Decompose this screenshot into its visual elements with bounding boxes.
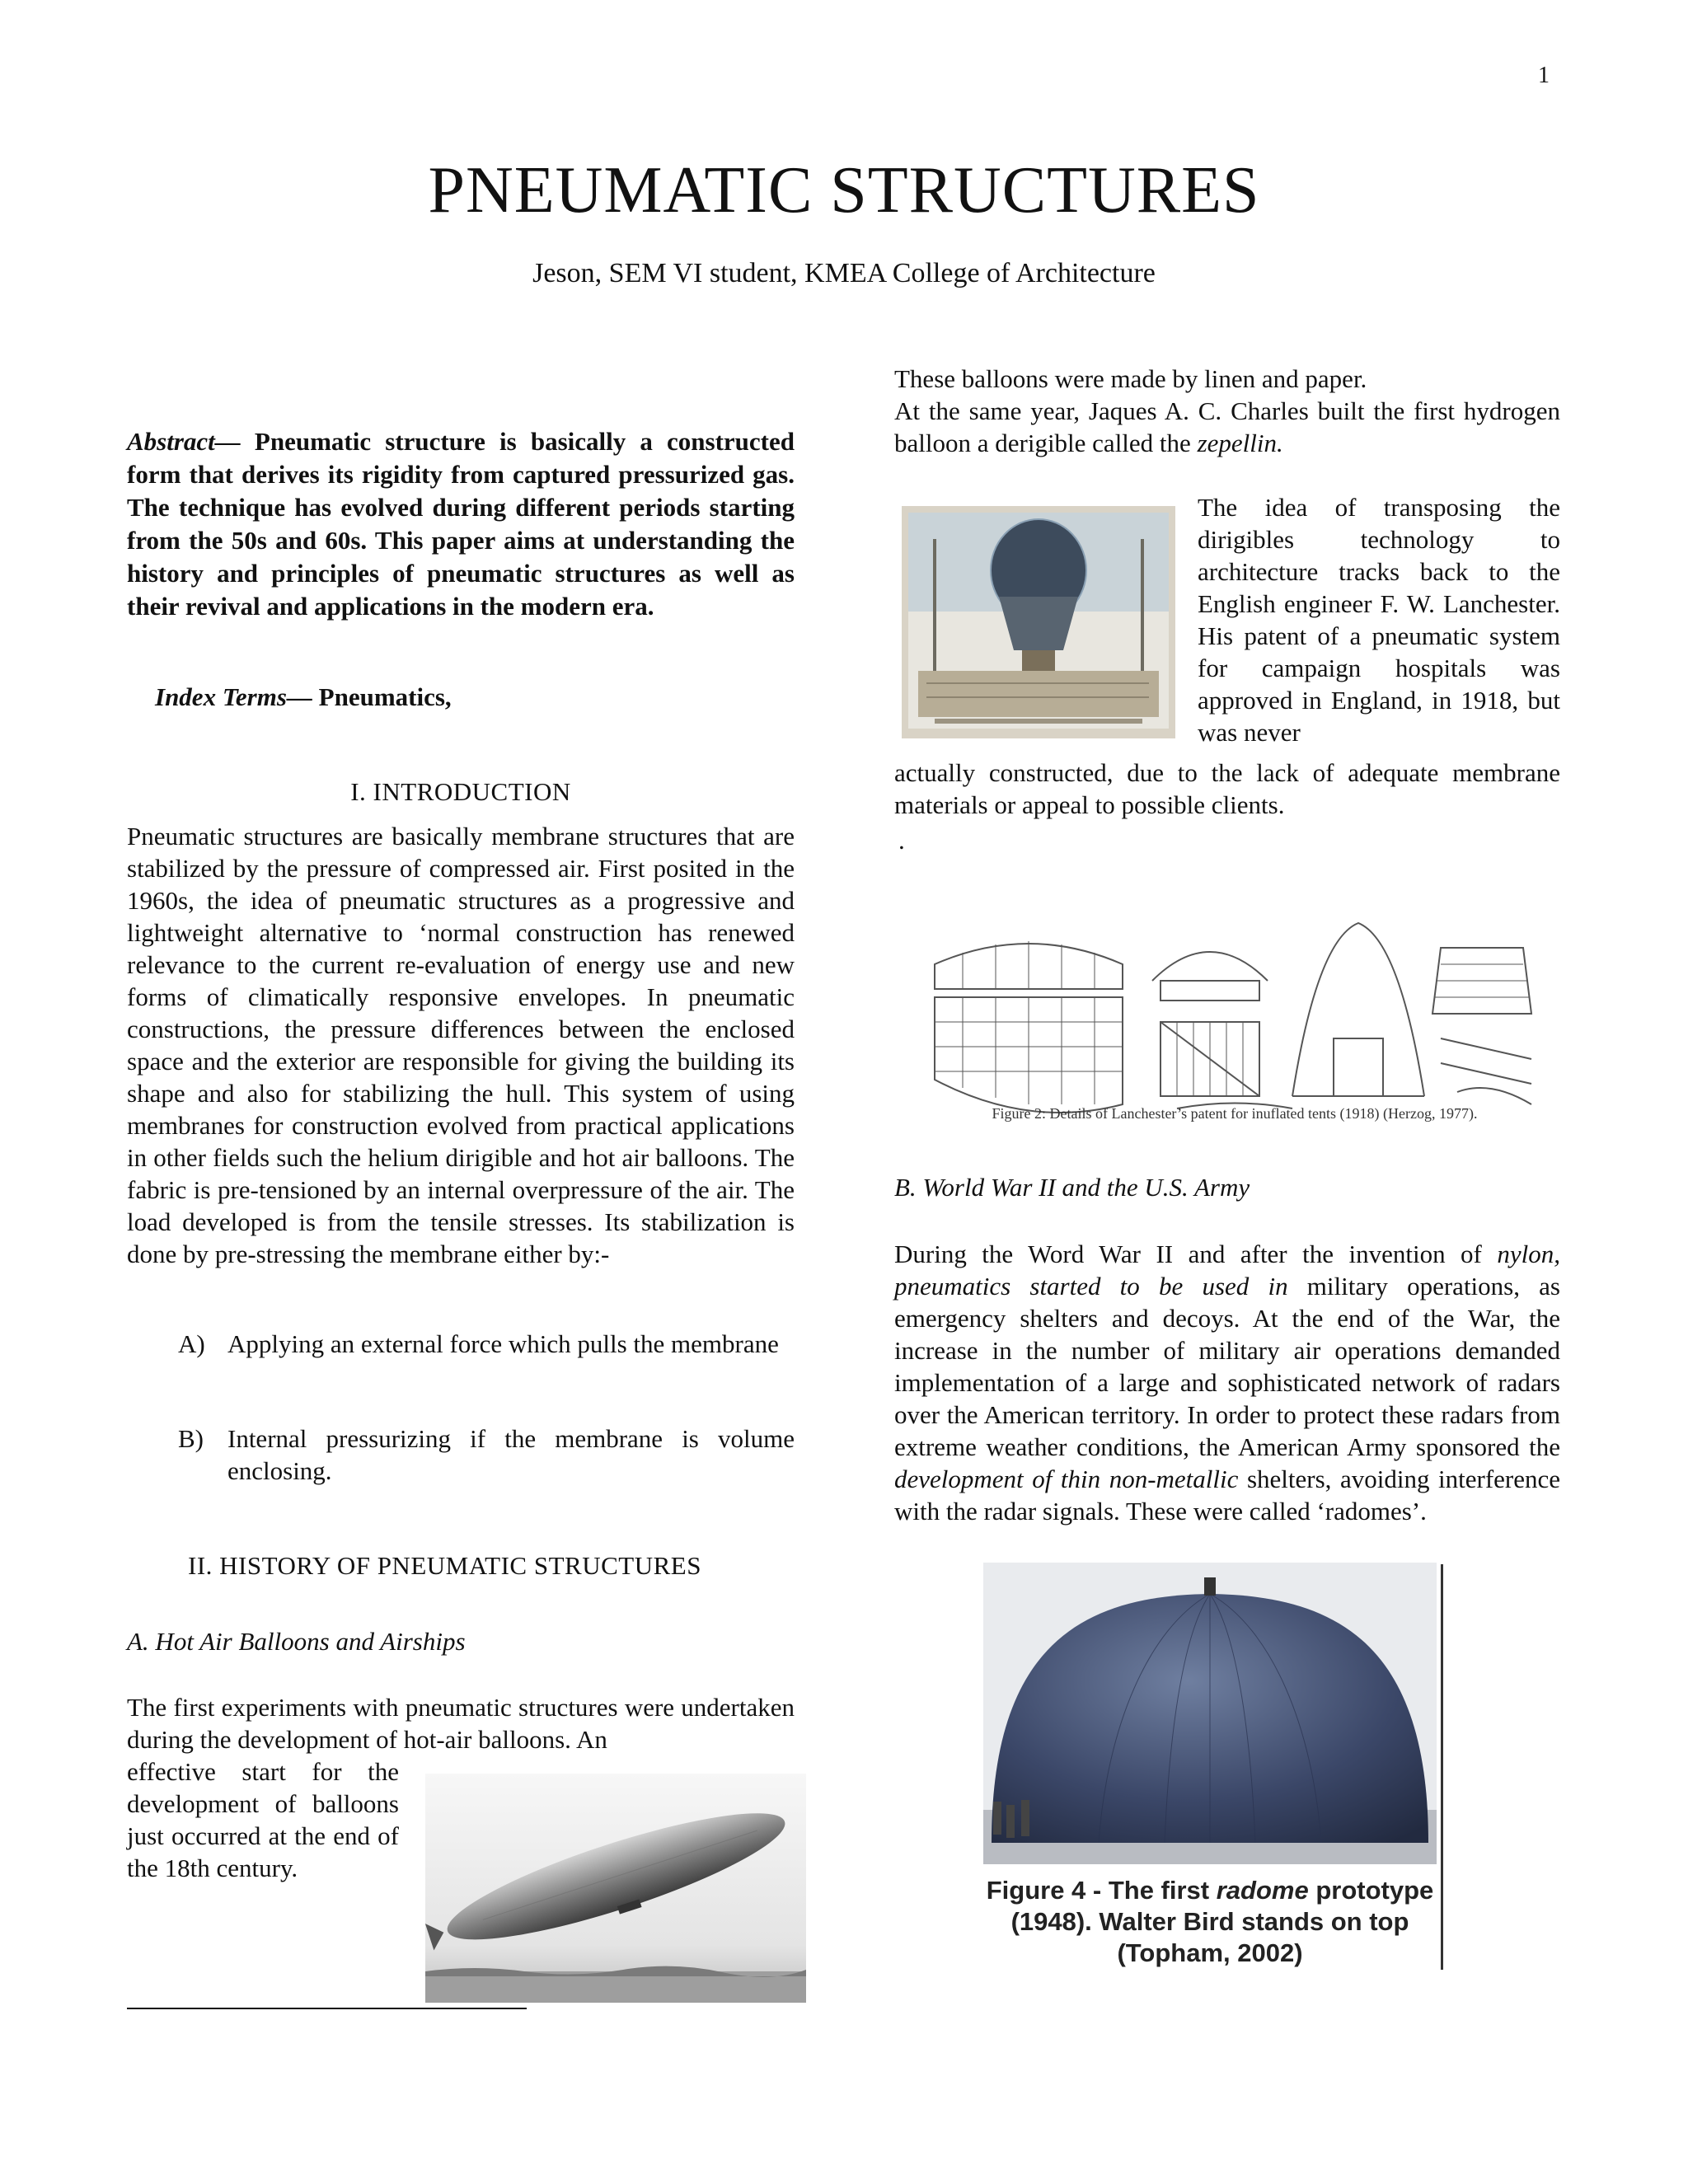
zepellin-word: zepellin. bbox=[1197, 429, 1283, 457]
index-terms-text: Pneumatics, bbox=[312, 682, 452, 711]
lanchester-patent-figure bbox=[930, 915, 1540, 1121]
hot-air-paragraph-wrap: effective start for the development of balloons just occurred at the end of the 18th century. bbox=[127, 1757, 399, 1882]
wwii-text-a: During the Word War II and after the invention of bbox=[894, 1240, 1498, 1268]
introduction-body: Pneumatic structures are basically membrane structures that are stabilized by the pressure of compressed air. First posited in the 1960s, the idea of pneumatic structures as a progressive and lightweight alternative to ‘normal construction has renewed relevance to the current re-evaluation of energy use and new forms of climatically responsive envelopes. In pneumatic constructions, the pressure differences between the enclosed space and the exterior are responsible for giving the building its shape and also for stabilizing the hull. This system of using membranes for construction evolved from practical applications in other fields such the helium dirigible and hot air balloons. The fabric is pre-tensioned by an internal overpressure of the air. The load developed is from the tensile stresses. Its stabilization is done by pre-stressing the membrane either by:- bbox=[127, 822, 795, 1268]
page-number: 1 bbox=[1538, 63, 1550, 88]
page-title: PNEUMATIC STRUCTURES bbox=[428, 154, 1260, 227]
list-item-b bbox=[178, 1422, 795, 1487]
figure-4-caption bbox=[983, 1875, 1437, 1969]
radome-photo bbox=[983, 1563, 1437, 1864]
subsection-hot-air-balloons: A. Hot Air Balloons and Airships bbox=[127, 1627, 466, 1656]
figure-4-caption-radome: radome bbox=[1216, 1876, 1309, 1905]
charles-paragraph bbox=[894, 395, 1560, 459]
list-marker-a: A) bbox=[178, 1329, 205, 1358]
section-heading-history: II. HISTORY OF PNEUMATIC STRUCTURES bbox=[188, 1551, 701, 1580]
figure-4-caption-post: prototype bbox=[1308, 1876, 1434, 1905]
list-item-a bbox=[178, 1328, 795, 1360]
wwii-emphasis-development: development of thin non-metallic bbox=[894, 1465, 1239, 1493]
figure-4-border-line bbox=[1441, 1564, 1443, 1970]
index-terms bbox=[155, 682, 452, 712]
figure-4-caption-line-3: (Topham, 2002) bbox=[1117, 1938, 1303, 1967]
author-line: Jeson, SEM VI student, KMEA College of Architecture bbox=[532, 258, 1156, 288]
wwii-emphasis-nylon: nylon, pneumatics started to be used in bbox=[894, 1240, 1560, 1301]
balloon-engraving bbox=[902, 506, 1175, 738]
stray-dot: . bbox=[898, 826, 905, 855]
figure-4-caption-pre: Figure 4 - The first bbox=[986, 1876, 1217, 1905]
balloons-paragraph: These balloons were made by linen and paper. bbox=[894, 364, 1367, 393]
footnote-rule bbox=[127, 2008, 527, 2009]
hot-air-paragraph: The first experiments with pneumatic structures were undertaken during the development of hot-air balloons. An bbox=[127, 1693, 795, 1754]
wwii-text-b: military operations, as emergency shelters and decoys. At the end of the War, the increase in the number of military air operations demanded implementation of a large and sophisticated network of radars over the American territory. In order to protect these radars from extreme weather conditions, the American Army sponsored the bbox=[894, 1272, 1560, 1461]
list-marker-b: B) bbox=[178, 1424, 204, 1453]
abstract bbox=[127, 425, 795, 623]
index-terms-label: Index Terms— bbox=[155, 682, 312, 711]
world-war-paragraph bbox=[894, 1238, 1560, 1527]
figure-4-caption-line-2: (1948). Walter Bird stands on top bbox=[1010, 1907, 1409, 1936]
abstract-label: Abstract— bbox=[127, 427, 241, 456]
lanchester-paragraph-full: actually constructed, due to the lack of adequate membrane materials or appeal to possible clients. bbox=[894, 758, 1560, 819]
lanchester-paragraph-wrap: The idea of transposing the dirigibles technology to architecture tracks back to the English engineer F. W. Lanchester. His patent of a pneumatic system for campaign hospitals was approved in England, in 1918, but was never bbox=[1198, 493, 1560, 747]
figure-2-caption: Figure 2: Details of Lanchester’s patent for inuflated tents (1918) (Herzog, 1977). bbox=[992, 1105, 1478, 1122]
abstract-text: Pneumatic structure is basically a constructed form that derives its rigidity from captured pressurized gas. The technique has evolved during different periods starting from the 50s and 60s. This paper aims at understanding the history and principles of pneumatic structures as well as their revival and applications in the modern era. bbox=[127, 427, 795, 621]
zeppelin-photo bbox=[425, 1774, 806, 2003]
list-text-a: Applying an external force which pulls the membrane bbox=[227, 1329, 779, 1358]
figure-4-caption-line-1 bbox=[983, 1875, 1437, 1906]
subsection-world-war-ii: B. World War II and the U.S. Army bbox=[894, 1173, 1250, 1202]
section-heading-introduction: I. INTRODUCTION bbox=[350, 777, 571, 806]
wwii-text-c: shelters, avoiding interference with the radar signals. These were called ‘radomes’. bbox=[894, 1465, 1560, 1526]
charles-text: At the same year, Jaques A. C. Charles built the first hydrogen balloon a derigible called the bbox=[894, 396, 1560, 457]
list-text-b: Internal pressurizing if the membrane is volume enclosing. bbox=[227, 1424, 795, 1485]
